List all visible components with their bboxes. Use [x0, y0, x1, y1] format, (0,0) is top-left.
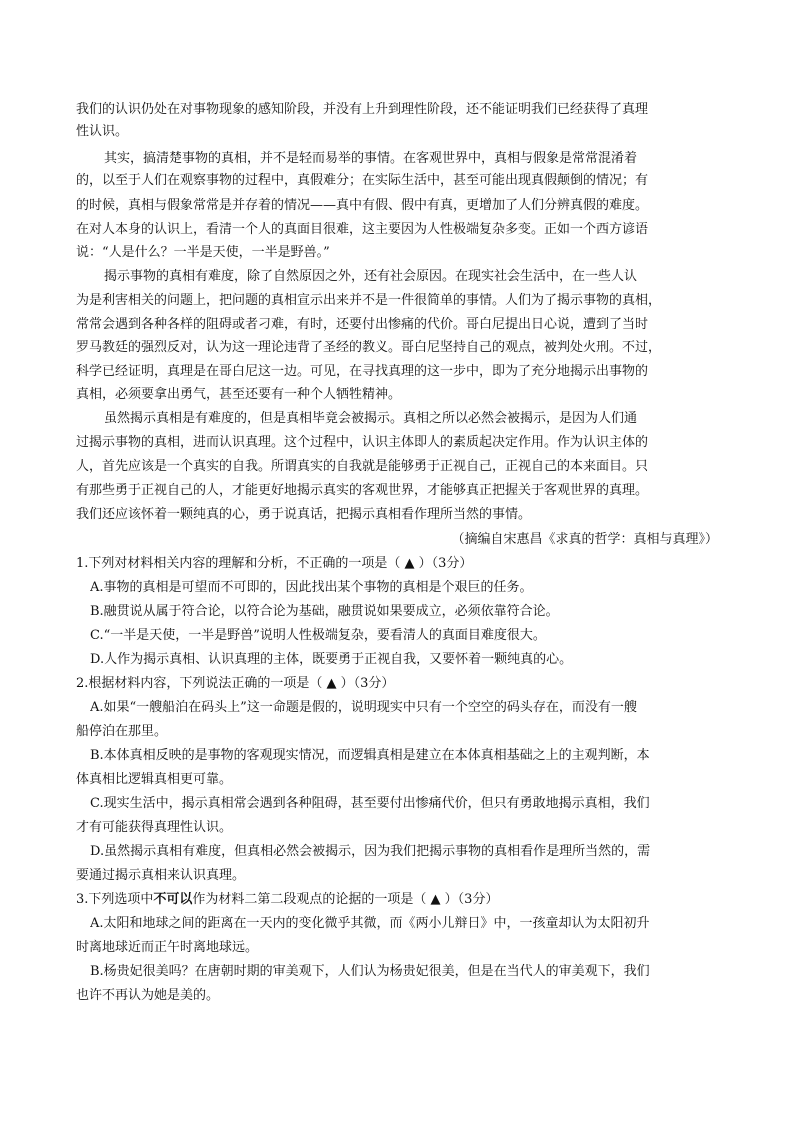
passage-line: 性认识。 — [76, 124, 129, 139]
question-3-stem-after: 作为材料二第二段观点的论据的一项是（ ▲ ）（3分） — [192, 892, 499, 907]
question-2-option-d-cont: 要通过揭示真相来认识真理。 — [76, 868, 246, 883]
passage-line: 真相，必须要拿出勇气，甚至还要有一种个人牺牲精神。 — [76, 387, 402, 402]
question-2-option-c-cont: 才有可能获得真理性认识。 — [76, 820, 233, 835]
question-1-stem: 1.下列对材料相关内容的理解和分析，不正确的一项是（ ▲ ）（3分） — [76, 556, 473, 571]
passage-line: 科学已经证明，真理是在哥白尼这一边。可见，在寻找真理的这一步中，即为了充分地揭示出事物的 — [76, 364, 649, 379]
passage-line: 虽然揭示真相是有难度的，但是真相毕竟会被揭示。真相之所以必然会被揭示，是因为人们通 — [104, 411, 638, 426]
passage-line: 过揭示事物的真相，进而认识真理。这个过程中，认识主体即人的素质起决定作用。作为认识主体的 — [76, 435, 649, 450]
passage-line: 我们的认识仍处在对事物现象的感知阶段，并没有上升到理性阶段，还不能证明我们已经获得了真理 — [76, 102, 649, 117]
passage-source: （摘编自宋惠昌《求真的哲学：真相与真理》） — [451, 532, 718, 547]
passage-line: 的时候，真相与假象常常是并存着的情况——真中有假、假中有真，更增加了人们分辨真假的难度。 — [76, 198, 649, 213]
question-2-option-b[interactable]: B.本体真相反映的是事物的客观现实情况，而逻辑真相是建立在本体真相基础之上的主观判断，本 — [90, 748, 650, 763]
question-2-stem: 2.根据材料内容，下列说法正确的一项是（ ▲ ）（3分） — [76, 676, 395, 691]
question-3-stem-before: 3.下列选项中 — [76, 892, 154, 907]
question-2-option-c[interactable]: C.现实生活中，揭示真相常会遇到各种阻碍，甚至要付出惨痛代价，但只有勇敢地揭示真相，我们 — [90, 796, 650, 811]
question-2-option-a-cont: 船停泊在那里。 — [76, 724, 168, 739]
question-1-option-c[interactable]: C.“一半是天使，一半是野兽”说明人性极端复杂，要看清人的真面目难度很大。 — [90, 628, 546, 643]
question-3-option-b-cont: 也许不再认为她是美的。 — [76, 988, 220, 1003]
question-3-option-a-cont: 时离地球近而正午时离地球远。 — [76, 940, 259, 955]
passage-line: 其实，搞清楚事物的真相，并不是轻而易举的事情。在客观世界中，真相与假象是常常混淆着 — [104, 151, 638, 166]
passage-line: 的，以至于人们在观察事物的过程中，真假难分；在实际生活中，甚至可能出现真假颠倒的情况；有 — [76, 173, 649, 188]
passage-line: 揭示事物的真相有难度，除了自然原因之外，还有社会原因。在现实社会生活中，在一些人认 — [104, 269, 638, 284]
question-2-option-d[interactable]: D.虽然揭示真相有难度，但真相必然会被揭示，因为我们把揭示事物的真相看作是理所当然的，需 — [90, 844, 651, 859]
question-2-option-a[interactable]: A.如果“一艘船泊在码头上”这一命题是假的，说明现实中只有一个空空的码头存在，而没有一艘 — [90, 700, 637, 715]
passage-line: 我们还应该怀着一颗纯真的心，勇于说真话，把揭示真相看作理所当然的事情。 — [76, 507, 532, 522]
question-1-option-b[interactable]: B.融贯说从属于符合论，以符合论为基础，融贯说如果要成立，必须依靠符合论。 — [90, 604, 559, 619]
question-3-option-b[interactable]: B.杨贵妃很美吗？在唐朝时期的审美观下，人们认为杨贵妃很美，但是在当代人的审美观下，我们 — [90, 964, 650, 979]
passage-line: 为是利害相关的问题上，把问题的真相宣示出来并不是一件很简单的事情。人们为了揭示事物的真相， — [76, 293, 662, 308]
passage-line: 说：“人是什么？一半是天使，一半是野兽。” — [76, 245, 330, 260]
passage-line: 在对人本身的认识上，看清一个人的真面目很难，这主要因为人性极端复杂多变。正如一个西方谚语 — [76, 222, 649, 237]
question-3-option-a[interactable]: A.太阳和地球之间的距离在一天内的变化微乎其微，而《两小儿辩日》中，一孩童却认为太阳初升 — [90, 916, 650, 931]
passage-line: 有那些勇于正视自己的人，才能更好地揭示真实的客观世界，才能够真正把握关于客观世界的真理。 — [76, 483, 649, 498]
passage-line: 常常会遇到各种各样的阻碍或者刁难，有时，还要付出惨痛的代价。哥白尼提出日心说，遭到了当时 — [76, 317, 649, 332]
passage-line: 罗马教廷的强烈反对，认为这一理论违背了圣经的教义。哥白尼坚持自己的观点，被判处火刑。不过， — [76, 340, 662, 355]
question-3-stem — [76, 890, 718, 912]
question-3-stem-emphasis: 不可以 — [153, 892, 193, 907]
question-2-option-b-cont: 体真相比逻辑真相更可靠。 — [76, 772, 233, 787]
question-1-option-d[interactable]: D.人作为揭示真相、认识真理的主体，既要勇于正视自我，又要怀着一颗纯真的心。 — [90, 652, 573, 667]
passage-line: 人，首先应该是一个真实的自我。所谓真实的自我就是能够勇于正视自己，正视自己的本来面目。只 — [76, 459, 649, 474]
question-1-option-a[interactable]: A.事物的真相是可望而不可即的，因此找出某个事物的真相是个艰巨的任务。 — [90, 580, 533, 595]
